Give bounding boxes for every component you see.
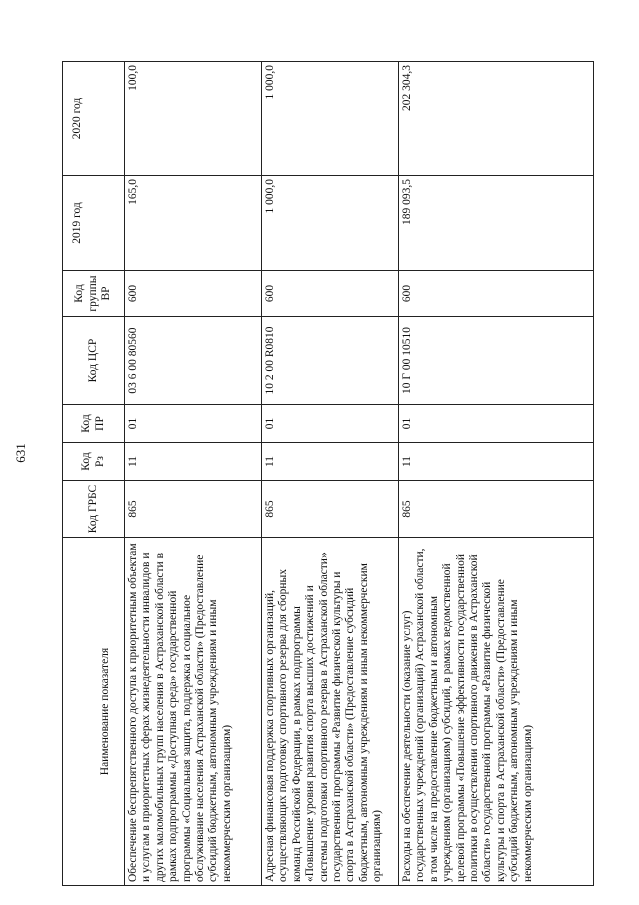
header-rz: Код Рз bbox=[63, 443, 125, 481]
row-2019: 1 000,0 bbox=[262, 176, 399, 271]
row-grbs: 865 bbox=[262, 481, 399, 538]
header-grbs: Код ГРБС bbox=[63, 481, 125, 538]
row-pr: 01 bbox=[125, 405, 262, 443]
row-2019: 165,0 bbox=[125, 176, 262, 271]
row-grbs: 865 bbox=[125, 481, 262, 538]
row-2020: 100,0 bbox=[125, 62, 262, 176]
row-name: Расходы на обеспечение деятельности (оказание услуг) государственных учреждений (организаций) Астраханской области, в том числе на предоставление бюджетным и автономным учреждениям (организациям) субсидий, в рамках ведомственной целевой программы «Повышение эффективности государственной политики в осуществлении спортивного движения в Астраханской области» государственной программы «Развитие физической культуры и спорта в Астраханской области» (Предоставление субсидий бюджетным, автономным учреждениям и иным некоммерческим организациям) bbox=[399, 538, 594, 886]
row-2019: 189 093,5 bbox=[399, 176, 594, 271]
row-grbs: 865 bbox=[399, 481, 594, 538]
row-2020: 1 000,0 bbox=[262, 62, 399, 176]
row-rz: 11 bbox=[399, 443, 594, 481]
header-csr: Код ЦСР bbox=[63, 317, 125, 405]
header-name: Наименование показателя bbox=[63, 538, 125, 886]
header-pr: Код ПР bbox=[63, 405, 125, 443]
row-vr: 600 bbox=[399, 271, 594, 317]
page-number: 631 bbox=[13, 443, 28, 463]
row-pr: 01 bbox=[399, 405, 594, 443]
row-name: Обеспечение беспрепятственного доступа к приоритетным объектам и услугам в приоритетных сферах жизнедеятельности инвалидов и других маломобильных групп населения в Астраханской области в рамках подпрограммы «Доступная среда» государственной программы «Социальная защита, поддержка и социальное обслуживание населения Астраханской области» (Предоставление субсидий бюджетным, автономным учреждениям и иным некоммерческим организациям) bbox=[125, 538, 262, 886]
budget-table bbox=[62, 61, 594, 886]
header-2019: 2019 год bbox=[63, 176, 125, 271]
row-name: Адресная финансовая поддержка спортивных организаций, осуществляющих подготовку спортивного резерва для сборных команд Российской Федерации, в рамках подпрограммы «Повышение уровня развития спорта высших достижений и системы подготовки спортивного резерва в Астраханской области» государственной программы «Развитие физической культуры и спорта в Астраханской области» (Предоставление субсидий бюджетным, автономным учреждениям и иным некоммерческим организациям) bbox=[262, 538, 399, 886]
row-csr: 10 2 00 R0810 bbox=[262, 317, 399, 405]
header-vr: Код группы ВР bbox=[63, 271, 125, 317]
header-2020: 2020 год bbox=[63, 62, 125, 176]
row-pr: 01 bbox=[262, 405, 399, 443]
table-row bbox=[262, 62, 399, 886]
row-rz: 11 bbox=[262, 443, 399, 481]
row-rz: 11 bbox=[125, 443, 262, 481]
row-vr: 600 bbox=[125, 271, 262, 317]
table-row bbox=[125, 62, 262, 886]
row-csr: 10 Г 00 10510 bbox=[399, 317, 594, 405]
table-row bbox=[399, 62, 594, 886]
table-header-row bbox=[63, 62, 125, 886]
row-vr: 600 bbox=[262, 271, 399, 317]
row-csr: 03 6 00 80560 bbox=[125, 317, 262, 405]
row-2020: 202 304,3 bbox=[399, 62, 594, 176]
rotated-table-container bbox=[62, 62, 593, 886]
